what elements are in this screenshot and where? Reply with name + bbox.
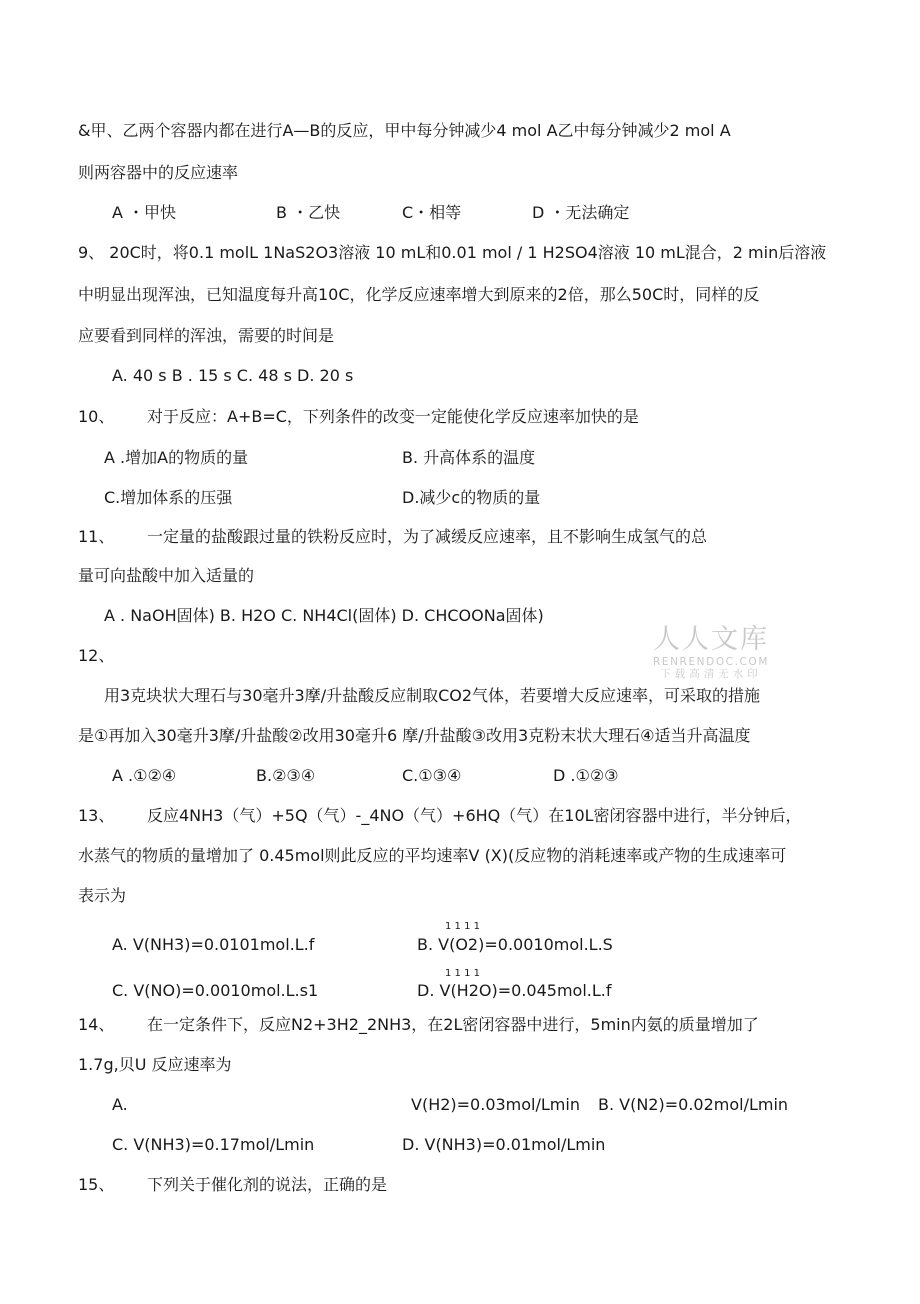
q11-stem-line2: 量可向盐酸中加入适量的 — [78, 566, 255, 585]
q10-number: 10、 — [78, 407, 115, 426]
q12-stem-line1: 用3克块状大理石与30毫升3摩/升盐酸反应制取CO2气体，若要增大反应速率，可采取的措施 — [104, 686, 761, 705]
q10-option-b: B. 升高体系的温度 — [402, 448, 536, 467]
q13-option-a: A. V(NH3)=0.0101mol.L.f — [112, 935, 315, 954]
q8-option-d: D ・无法确定 — [532, 203, 630, 222]
q13-stem-line1: 反应4NH3（气）+5Q（气）-_4NO（气）+6HQ（气）在10L密闭容器中进行，半分钟后， — [147, 806, 802, 825]
q13-stem-line2: 水蒸气的物质的量增加了 0.45mol则此反应的平均速率V (X)(反应物的消耗速率或产物的生成速率可 — [78, 846, 787, 865]
q8-option-c: C・相等 — [402, 203, 462, 222]
q13-stem-line3: 表示为 — [78, 886, 127, 905]
q14-option-c: C. V(NH3)=0.17mol/Lmin — [112, 1135, 315, 1154]
q10-option-d: D.减少c的物质的量 — [402, 488, 541, 507]
q12-option-a: A .①②④ — [112, 766, 177, 785]
watermark-url: RENRENDOC.COM — [652, 656, 770, 668]
q13-number: 13、 — [78, 806, 115, 825]
q12-option-d: D .①②③ — [553, 766, 619, 785]
q13-option-c: C. V(NO)=0.0010mol.L.s1 — [112, 981, 319, 1000]
q14-stem-line2: 1.7g,贝U 反应速率为 — [78, 1055, 232, 1074]
watermark-title: 人人文库 — [653, 624, 769, 655]
q13-option-b-superscript: 1 1 1 1 — [445, 921, 480, 932]
q9-stem-line2: 中明显出现浑浊，已知温度每升高10C，化学反应速率增大到原来的2倍，那么50C时，同样的反 — [78, 285, 760, 304]
q12-number: 12、 — [78, 646, 115, 665]
q9-options: A. 40 s B . 15 s C. 48 s D. 20 s — [112, 366, 354, 385]
q8-option-a: A ・甲快 — [112, 203, 177, 222]
q10-option-c: C.增加体系的压强 — [104, 488, 233, 507]
q14-option-b: B. V(N2)=0.02mol/Lmin — [598, 1095, 789, 1114]
q14-option-a-value: V(H2)=0.03mol/Lmin — [411, 1095, 580, 1114]
q8-option-b: B ・乙快 — [276, 203, 341, 222]
q9-stem-line1: 9、 20C时，将0.1 molL 1NaS2O3溶液 10 mL和0.01 mol / 1 H2SO4溶液 10 mL混合，2 min后溶液 — [78, 243, 827, 262]
q15-stem: 下列关于催化剂的说法，正确的是 — [147, 1175, 388, 1194]
q14-option-d: D. V(NH3)=0.01mol/Lmin — [402, 1135, 606, 1154]
q13-option-b: B. V(O2)=0.0010mol.L.S — [417, 935, 613, 954]
q11-stem-line1: 一定量的盐酸跟过量的铁粉反应时，为了减缓反应速率，且不影响生成氢气的总 — [147, 527, 708, 546]
q9-stem-line3: 应要看到同样的浑浊，需要的时间是 — [78, 326, 335, 345]
q13-option-d-superscript: 1 1 1 1 — [445, 968, 480, 979]
q12-option-b: B.②③④ — [256, 766, 316, 785]
q14-option-a-label: A. — [112, 1095, 128, 1114]
q11-number: 11、 — [78, 527, 115, 546]
q12-stem-line2: 是①再加入30毫升3摩/升盐酸②改用30毫升6 摩/升盐酸③改用3克粉末状大理石④适当升高温度 — [78, 726, 751, 745]
q10-stem: 对于反应：A+B=C，下列条件的改变一定能使化学反应速率加快的是 — [147, 407, 639, 426]
q10-option-a: A .增加A的物质的量 — [104, 448, 249, 467]
q14-number: 14、 — [78, 1015, 115, 1034]
q14-stem-line1: 在一定条件下，反应N2+3H2_2NH3，在2L密闭容器中进行，5min内氨的质量增加了 — [147, 1015, 759, 1034]
q12-option-c: C.①③④ — [402, 766, 462, 785]
q11-options: A . NaOH固体) B. H2O C. NH4Cl(固体) D. CHCOONa固体) — [104, 606, 544, 625]
q15-number: 15、 — [78, 1175, 115, 1194]
q8-stem-line2: 则两容器中的反应速率 — [78, 163, 239, 182]
watermark-subtitle: 下载高清无水印 — [660, 668, 762, 680]
q8-stem-line1: &甲、乙两个容器内都在进行A—B的反应，甲中每分钟减少4 mol A乙中每分钟减少2 mol A — [78, 121, 731, 140]
watermark-logo — [646, 624, 776, 681]
q13-option-d: D. V(H2O)=0.045mol.L.f — [417, 981, 612, 1000]
